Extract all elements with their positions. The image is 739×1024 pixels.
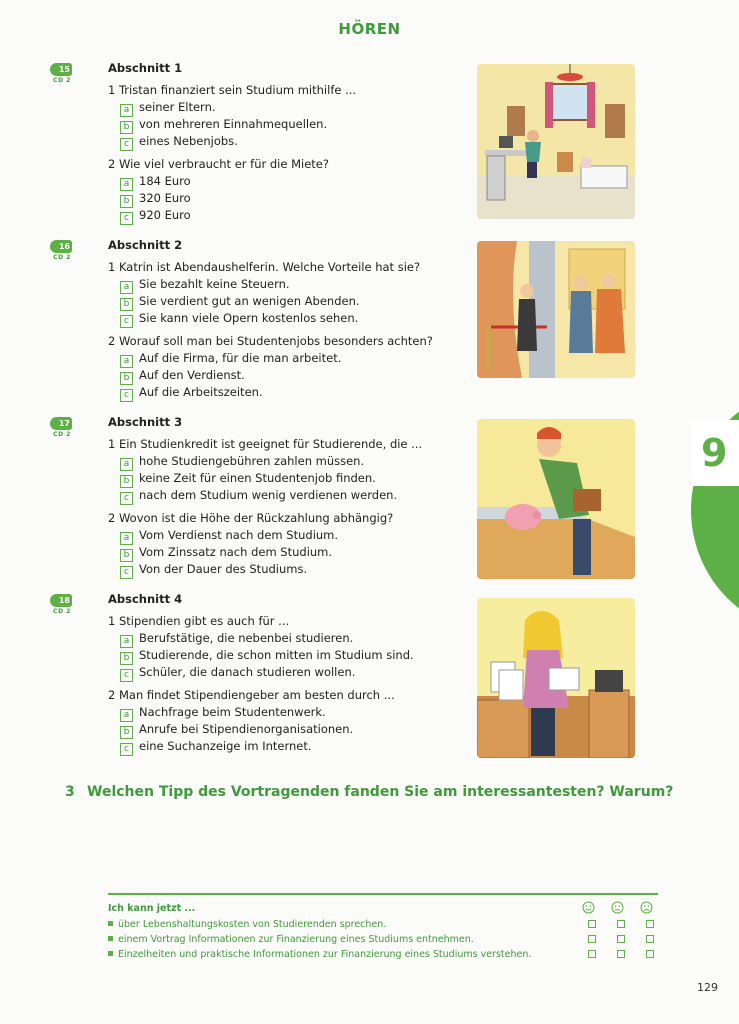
section-abschnitt-2 [50, 238, 450, 401]
chapter-number: 9 [691, 420, 739, 486]
sad-face-icon [640, 901, 653, 914]
cd-track-badge [50, 594, 74, 615]
option-letter-box[interactable]: c [120, 566, 133, 579]
question-1 [108, 613, 450, 681]
chapter-tab [691, 385, 739, 635]
option-text: eine Suchanzeige im Internet. [139, 739, 312, 753]
option-letter-box[interactable]: b [120, 549, 133, 562]
ich-kann-box [108, 893, 658, 962]
option-text: Sie verdient gut an wenigen Abenden. [139, 294, 360, 308]
question-text: 1 Ein Studienkredit ist geeignet für Studierende, die ... [108, 437, 423, 451]
question-1 [108, 259, 450, 327]
section-abschnitt-4 [50, 592, 450, 755]
option-c[interactable] [120, 561, 450, 578]
option-b[interactable] [120, 293, 450, 310]
option-text: 184 Euro [139, 174, 191, 188]
option-letter-box[interactable]: b [120, 298, 133, 311]
option-text: Berufstätige, die nebenbei studieren. [139, 631, 354, 645]
option-c[interactable] [120, 310, 450, 327]
option-a[interactable] [120, 704, 450, 721]
section-title: Abschnitt 2 [108, 238, 183, 252]
option-c[interactable] [120, 664, 450, 681]
cd-label: CD 2 [53, 254, 71, 261]
option-letter-box[interactable]: a [120, 104, 133, 117]
ich-kann-item [108, 917, 658, 932]
option-a[interactable] [120, 173, 450, 190]
option-c[interactable] [120, 738, 450, 755]
question-text: 1 Tristan finanziert sein Studium mithilfe ... [108, 83, 357, 97]
option-text: Anrufe bei Stipendienorganisationen. [139, 722, 354, 736]
page-number: 129 [697, 981, 718, 994]
option-text: nach dem Studium wenig verdienen werden. [139, 488, 398, 502]
option-text: 320 Euro [139, 191, 191, 205]
option-letter-box[interactable]: a [120, 635, 133, 648]
option-text: Nachfrage beim Studentenwerk. [139, 705, 326, 719]
checkbox-happy[interactable] [588, 935, 596, 943]
ich-kann-item [108, 947, 658, 962]
option-text: Auf die Arbeitszeiten. [139, 385, 263, 399]
option-b[interactable] [120, 470, 450, 487]
option-letter-box[interactable]: a [120, 281, 133, 294]
section-title: Abschnitt 1 [108, 61, 183, 75]
question-2 [108, 156, 450, 224]
option-a[interactable] [120, 453, 450, 470]
ich-kann-item-text: einem Vortrag Informationen zur Finanzierung eines Studiums entnehmen. [118, 934, 474, 945]
checkbox-neutral[interactable] [617, 950, 625, 958]
cd-audio-icon[interactable]: 15 [50, 63, 72, 76]
option-b[interactable] [120, 721, 450, 738]
task-number: 3 [65, 784, 75, 800]
option-letter-box[interactable]: b [120, 652, 133, 665]
option-c[interactable] [120, 384, 450, 401]
section-abschnitt-3 [50, 415, 450, 578]
option-letter-box[interactable]: b [120, 121, 133, 134]
task-3 [65, 784, 673, 800]
cd-audio-icon[interactable]: 18 [50, 594, 72, 607]
option-b[interactable] [120, 544, 450, 561]
option-text: keine Zeit für einen Studentenjob finden. [139, 471, 376, 485]
cd-track-badge [50, 63, 74, 84]
option-letter-box[interactable]: c [120, 212, 133, 225]
cd-label: CD 2 [53, 77, 71, 84]
checkbox-happy[interactable] [588, 920, 596, 928]
section-abschnitt-1 [50, 61, 450, 224]
option-text: Vom Verdienst nach dem Studium. [139, 528, 339, 542]
cd-track-badge [50, 417, 74, 438]
ich-kann-title: Ich kann jetzt ... [108, 903, 196, 914]
ich-kann-item-text: über Lebenshaltungskosten von Studierenden sprechen. [118, 919, 387, 930]
option-letter-box[interactable]: a [120, 178, 133, 191]
checkbox-neutral[interactable] [617, 935, 625, 943]
cd-label: CD 2 [53, 431, 71, 438]
checkbox-neutral[interactable] [617, 920, 625, 928]
checkbox-happy[interactable] [588, 950, 596, 958]
checkbox-sad[interactable] [646, 935, 654, 943]
task-text: Welchen Tipp des Vortragenden fanden Sie am interessantesten? Warum? [87, 784, 674, 800]
option-letter-box[interactable]: c [120, 743, 133, 756]
option-c[interactable] [120, 133, 450, 150]
page-header-title: HÖREN [338, 20, 401, 38]
question-text: 2 Wovon ist die Höhe der Rückzahlung abhängig? [108, 511, 394, 525]
bullet-icon [108, 921, 113, 926]
question-text: 1 Katrin ist Abendaushelferin. Welche Vorteile hat sie? [108, 260, 421, 274]
option-text: Schüler, die danach studieren wollen. [139, 665, 356, 679]
section-title: Abschnitt 3 [108, 415, 183, 429]
cd-audio-icon[interactable]: 16 [50, 240, 72, 253]
cd-label: CD 2 [53, 608, 71, 615]
option-text: Studierende, die schon mitten im Studium sind. [139, 648, 414, 662]
question-2 [108, 333, 450, 401]
option-text: Auf den Verdienst. [139, 368, 245, 382]
question-2 [108, 687, 450, 755]
section-title: Abschnitt 4 [108, 592, 183, 606]
illustration-paperwork [477, 598, 635, 758]
illustration-opera-scene [477, 241, 635, 378]
option-letter-box[interactable]: c [120, 669, 133, 682]
option-text: eines Nebenjobs. [139, 134, 238, 148]
checkbox-sad[interactable] [646, 920, 654, 928]
option-text: Vom Zinssatz nach dem Studium. [139, 545, 333, 559]
option-a[interactable] [120, 276, 450, 293]
option-letter-box[interactable]: c [120, 138, 133, 151]
question-text: 2 Wie viel verbraucht er für die Miete? [108, 157, 329, 171]
option-text: Von der Dauer des Studiums. [139, 562, 308, 576]
option-text: Sie bezahlt keine Steuern. [139, 277, 290, 291]
option-b[interactable] [120, 647, 450, 664]
option-letter-box[interactable]: b [120, 475, 133, 488]
cd-track-badge [50, 240, 74, 261]
option-letter-box[interactable]: a [120, 458, 133, 471]
option-a[interactable] [120, 350, 450, 367]
option-letter-box[interactable]: c [120, 389, 133, 402]
option-text: Sie kann viele Opern kostenlos sehen. [139, 311, 359, 325]
option-text: von mehreren Einnahmequellen. [139, 117, 328, 131]
option-letter-box[interactable]: a [120, 355, 133, 368]
option-c[interactable] [120, 207, 450, 224]
ich-kann-item-text: Einzelheiten und praktische Informationen zur Finanzierung eines Studiums verstehen. [118, 949, 532, 960]
question-1 [108, 82, 450, 150]
option-b[interactable] [120, 367, 450, 384]
bullet-icon [108, 936, 113, 941]
option-b[interactable] [120, 190, 450, 207]
option-text: Auf die Firma, für die man arbeitet. [139, 351, 342, 365]
option-letter-box[interactable]: c [120, 492, 133, 505]
illustration-student-room [477, 64, 635, 219]
option-letter-box[interactable]: c [120, 315, 133, 328]
bullet-icon [108, 951, 113, 956]
option-letter-box[interactable]: a [120, 532, 133, 545]
option-a[interactable] [120, 99, 450, 116]
question-2 [108, 510, 450, 578]
option-a[interactable] [120, 527, 450, 544]
option-c[interactable] [120, 487, 450, 504]
option-letter-box[interactable]: b [120, 726, 133, 739]
option-text: seiner Eltern. [139, 100, 216, 114]
illustration-piggy-bank [477, 419, 635, 579]
option-letter-box[interactable]: a [120, 709, 133, 722]
option-text: hohe Studiengebühren zahlen müssen. [139, 454, 365, 468]
checkbox-sad[interactable] [646, 950, 654, 958]
option-a[interactable] [120, 630, 450, 647]
option-text: 920 Euro [139, 208, 191, 222]
question-text: 1 Stipendien gibt es auch für ... [108, 614, 290, 628]
question-text: 2 Worauf soll man bei Studentenjobs besonders achten? [108, 334, 433, 348]
question-1 [108, 436, 450, 504]
option-letter-box[interactable]: b [120, 372, 133, 385]
option-b[interactable] [120, 116, 450, 133]
neutral-face-icon [611, 901, 624, 914]
cd-audio-icon[interactable]: 17 [50, 417, 72, 430]
question-text: 2 Man findet Stipendiengeber am besten durch ... [108, 688, 395, 702]
happy-face-icon [582, 901, 595, 914]
option-letter-box[interactable]: b [120, 195, 133, 208]
ich-kann-item [108, 932, 658, 947]
